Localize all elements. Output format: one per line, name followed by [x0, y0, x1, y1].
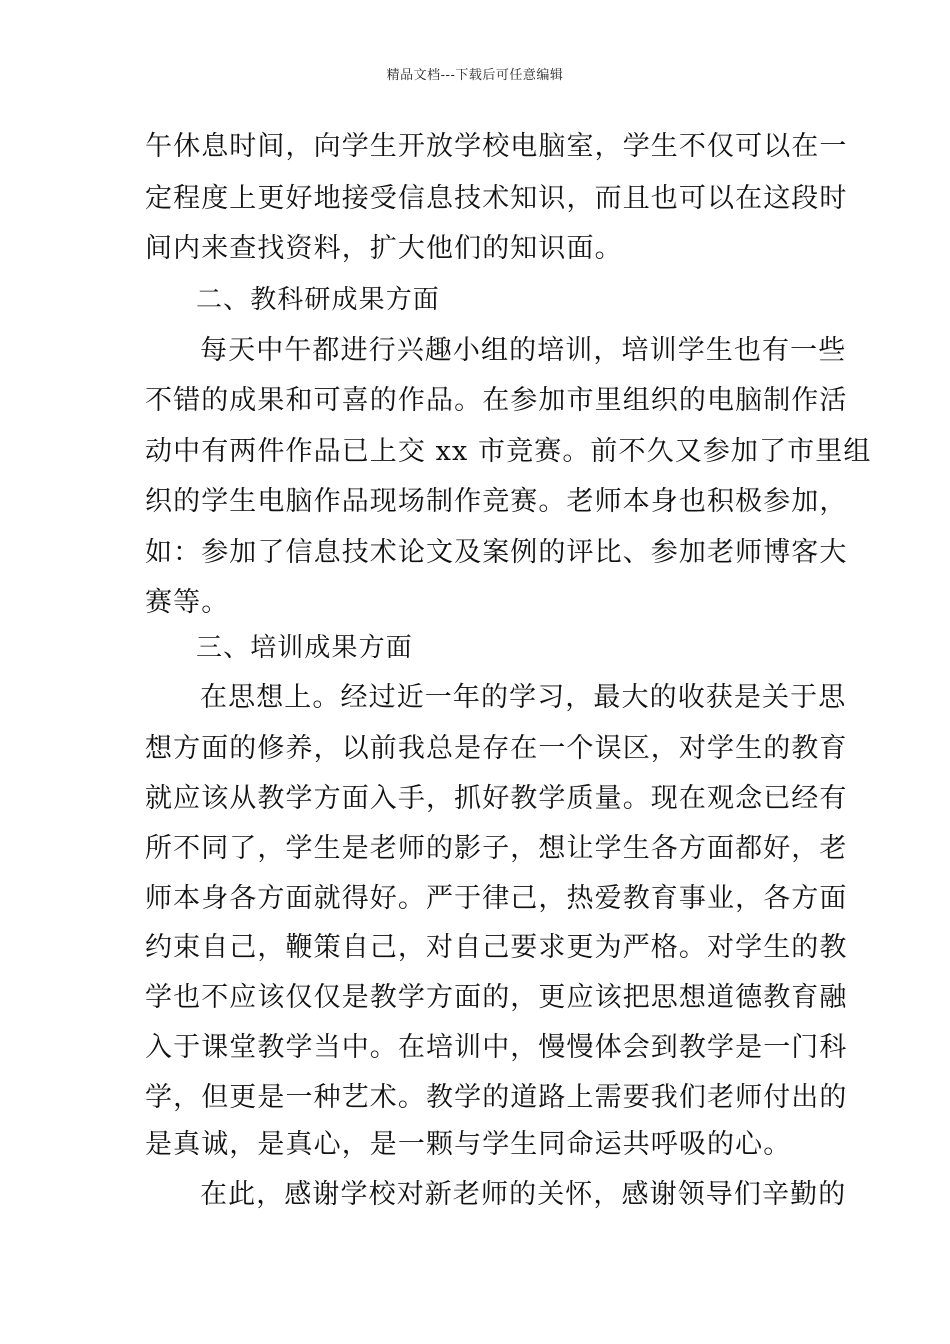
- section-heading: 三、培训成果方面: [196, 633, 413, 663]
- body-text-line: 动中有两件作品已上交 xx 市竞赛。前不久又参加了市里组: [145, 436, 872, 467]
- body-text-line: 学也不应该仅仅是教学方面的，更应该把思想道德教育融: [145, 982, 848, 1013]
- body-text-line: 间内来查找资料，扩大他们的知识面。: [145, 233, 623, 264]
- body-text-line: 在此，感谢学校对新老师的关怀，感谢领导们辛勤的: [200, 1179, 847, 1210]
- body-text-line: 约束自己，鞭策自己，对自己要求更为严格。对学生的教: [145, 932, 848, 963]
- body-text-line: 师本身各方面就得好。严于律己，热爱教育事业，各方面: [145, 883, 848, 914]
- body-text-line: 在思想上。经过近一年的学习，最大的收获是关于思: [200, 682, 847, 713]
- section-heading: 二、教科研成果方面: [196, 285, 440, 315]
- body-text-line: 赛等。: [145, 587, 230, 618]
- body-text-line: 每天中午都进行兴趣小组的培训，培训学生也有一些: [200, 335, 847, 366]
- body-text-line: 织的学生电脑作品现场制作竞赛。老师本身也积极参加，: [145, 486, 848, 517]
- body-text-line: 学，但更是一种艺术。教学的道路上需要我们老师付出的: [145, 1082, 848, 1113]
- body-text-line: 就应该从教学方面入手，抓好教学质量。现在观念已经有: [145, 783, 848, 814]
- body-text-line: 不错的成果和可喜的作品。在参加市里组织的电脑制作活: [145, 385, 848, 416]
- body-text-line: 所不同了，学生是老师的影子，想让学生各方面都好，老: [145, 833, 848, 864]
- body-text-line: 是真诚，是真心，是一颗与学生同命运共呼吸的心。: [145, 1129, 792, 1160]
- body-text-line: 定程度上更好地接受信息技术知识，而且也可以在这段时: [145, 183, 848, 214]
- body-text-line: 如：参加了信息技术论文及案例的评比、参加老师博客大: [145, 537, 848, 568]
- body-text-line: 入于课堂教学当中。在培训中，慢慢体会到教学是一门科: [145, 1032, 848, 1063]
- body-text-line: 午休息时间，向学生开放学校电脑室，学生不仅可以在一: [145, 131, 848, 162]
- page-header: 精品文档---下载后可任意编辑: [386, 68, 564, 83]
- body-text-line: 想方面的修养，以前我总是存在一个误区，对学生的教育: [145, 733, 848, 764]
